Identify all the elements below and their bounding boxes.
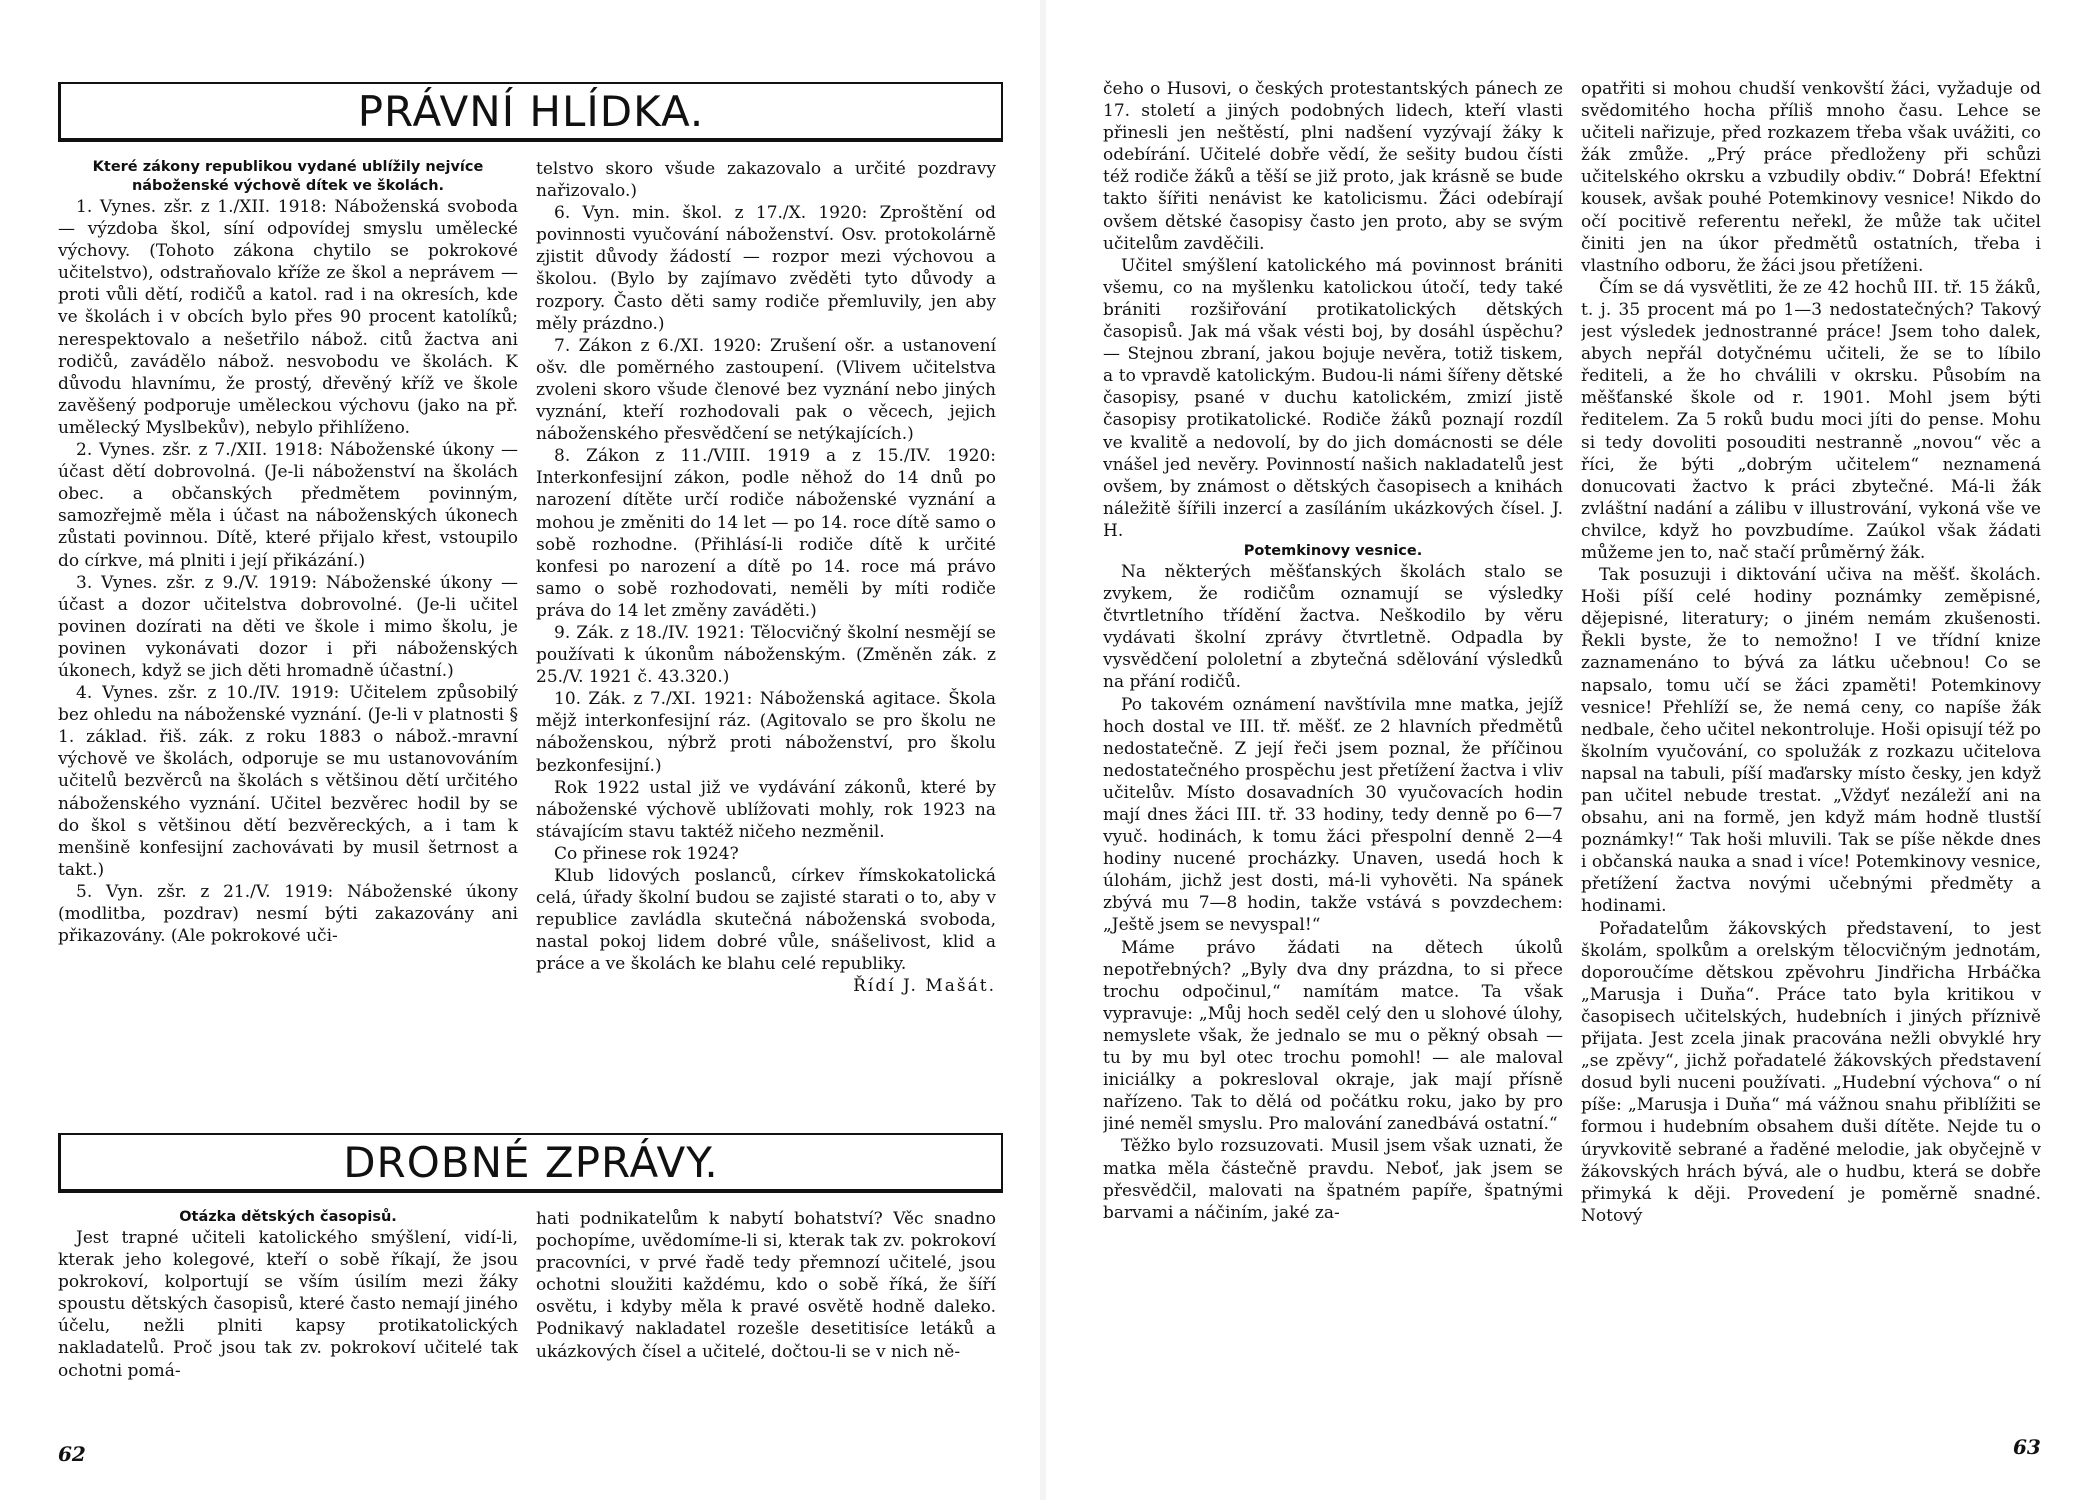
paragraph: Rok 1922 ustal již ve vydávání zákonů, které by náboženské výchově ublížovati mohly, rok 1923 na stávajícím stavu taktéž ničeho nezměnil.	[536, 777, 996, 842]
headline-pravni-hlidka: PRÁVNÍ HLÍDKA.	[58, 82, 1003, 142]
paragraph: 2. Vynes. zšr. z 7./XII. 1918: Náboženské úkony — účast dětí dobrovolná. (Je-li náboženství na školách obec. a občanských předmětem povinným, samozřejmě měla i účast na náboženských úkonech zůstati povinnou. Dítě, které přijalo křest, vstoupilo do církve, má plniti i její přikázání.)	[58, 440, 518, 571]
page-number-right: 63	[2013, 1435, 2041, 1459]
subhead-zakony: Které zákony republikou vydané ublížily nejvíce náboženské výchově dítek ve školách.	[92, 159, 484, 194]
page-number-left: 62	[58, 1442, 86, 1466]
paragraph: Na některých měšťanských školách stalo se zvykem, že rodičům oznamují se výsledky čtvrtletního třídění žactva. Neškodilo by věru vydávati školní zprávy čtvrtletně. Odpadla by vysvědčení pololetní a zbytečná sdělování výsledků na přání rodičů.	[1103, 561, 1563, 693]
signature: Řídí J. Mašát.	[853, 976, 996, 997]
left-col-4	[536, 1208, 996, 1433]
paragraph: 8. Zákon z 11./VIII. 1919 a z 15./IV. 1920: Interkonfesijní zákon, podle něhož do 14 dnů po narození dítěte určí rodiče náboženské vyznání a mohou je změniti do 14 let — po 14. roce dítě samo o sobě rozhodne. (Přihlásí-li rodiče dítě k určité konfesi po narození a dítě po 14. roce má právo samo o sobě rozhodovati, neměli by míti rodiče práva do 14 let změny zaváděti.)	[536, 446, 996, 621]
paragraph: Učitel smýšlení katolického má povinnost brániti všemu, co na myšlenku katolickou útočí, tedy také brániti rozšiřování protikatolických dětských časopisů. Jak má však vésti boj, by dosáhl úspěchu? — Stejnou zbraní, jakou bojuje nevěra, totiž tiskem, a to vpravdě katolickým. Budou-li námi šířeny dětské časopisy, psané v duchu katolickém, zmizí jistě časopisy protikatolické. Rodiče žáků poznají rozdíl ve kvalitě a nedovolí, by do jich domácnosti se déle vnášel jed nevěry. Povinností našich nakladatelů jest ovšem, by známost o dětských časopisech a knihách náležitě šířili inzercí a zasíláním ukázkových čísel. J. H.	[1103, 255, 1563, 541]
right-col-2	[1581, 78, 2041, 1438]
subhead-potemkinovy: Potemkinovy vesnice.	[1243, 542, 1423, 559]
paragraph: 6. Vyn. min. škol. z 17./X. 1920: Zproštění od povinnosti vyučování náboženství. Osv. protokolárně zjistit důvody žádostí — rozpor mezi výchovou a školou. (Bylo by zajímavo zvěděti tyto důvody a rozpory. Často děti samy rodiče přemluvily, jen aby měly prázdno.)	[536, 203, 996, 334]
paragraph: Pořadatelům žákovských představení, to jest školám, spolkům a orelským tělocvičným jednotám, doporoučíme dětskou zpěvohru Jindřicha Hrbáčka „Marusja i Duňa“. Práce tato byla kritikou v časopisech učitelských, hudebních i jiných příznivě přijata. Jest zcela jinak pracována nežli obvyklé hry „se zpěvy“, jichž pořadatelé žákovských představení dosud byli nuceni používati. „Hudební výchova“ o ní píše: „Marusja i Duňa“ má vážnou snahu přiblížiti se formou i hudebním obsahem duši dítěte. Nejde tu o úryvkovitě sebrané a řaděné melodie, jak obyčejně v žákovských hrách bývá, ale o hudbu, která se dobře přimyká k ději. Provedení je poměrně snadné. Notový	[1581, 918, 2041, 1226]
left-col-1	[58, 158, 518, 1123]
paragraph: Jest trapné učiteli katolického smýšlení, vidí-li, kterak jeho kolegové, kteří o sobě říkají, že jsou pokrokoví, kolportují se vším úsilím mezi žáky spoustu dětských časopisů, které často nemají jiného účelu, nežli plniti kapsy protikatolických nakladatelů. Proč jsou tak zv. pokrokoví učitelé tak ochotni pomá-	[58, 1228, 518, 1381]
paragraph: 5. Vyn. zšr. z 21./V. 1919: Náboženské úkony (modlitba, pozdrav) nesmí býti zakazovány ani přikazovány. (Ale pokrokové uči-	[58, 881, 518, 947]
paragraph: 9. Zák. z 18./IV. 1921: Tělocvičný školní nesmějí se používati k úkonům náboženským. (Změněn zák. z 25./V. 1921 č. 43.320.)	[536, 622, 996, 688]
paragraph: hati podnikatelům k nabytí bohatství? Věc snadno pochopíme, uvědomíme-li si, kterak tak zv. pokrokoví pracovníci, v prvé řadě tedy přemnozí učitelé, jsou ochotni sloužiti každému, kdo o sobě říká, že šíří osvětu, i kdyby měla k pravé osvětě hodně daleko. Podnikavý nakladatel rozešle desetitisíce letáků a ukázkových čísel a učitelé, dočtou-li se v nich ně-	[536, 1209, 996, 1362]
right-col-1	[1103, 78, 1563, 1438]
left-col-3	[58, 1208, 518, 1433]
paragraph: Čím se dá vysvětliti, že ze 42 hochů III. tř. 15 žáků, t. j. 35 procent má po 1—3 nedostatečných? Takový jest výsledek jednostranné práce! Jsem toho dalek, abych nepřál dotyčnému učiteli, že se to líbilo řediteli, a že ho chválili v okrsku. Působím na měšťanské škole od r. 1901. Mohl jsem býti ředitelem. Za 5 roků budu moci jíti do pense. Mohu si tedy dovoliti posouditi nestranně „novou“ věc a říci, že býti „dobrým učitelem“ neznamená donucovati žactvo k práci zbytečné. Má-li žák zvláštní nadání a zálibu v illustrování, vykoná vše ve chvilce, když ho povzbudíme. Zaúkol však žádati můžeme jen to, nač stačí průměrný žák.	[1581, 277, 2041, 563]
paragraph: 4. Vynes. zšr. z 10./IV. 1919: Učitelem způsobilý bez ohledu na náboženské vyznání. (Je-li v platnosti § 1. základ. řiš. zák. z roku 1883 o nábož.-mravní výchově ve školách, odporuje se mu ustanovováním učitelů bezvěrců na školách s většinou dětí určitého náboženského vyznání. Učitel bezvěrec hodil by se do škol s většinou dětí bezvěreckých, a i tam k menšině konfesijní zachovávati by musil šetrnost a takt.)	[58, 683, 518, 880]
paragraph: Co přinese rok 1924?	[554, 843, 739, 864]
paragraph: 10. Zák. z 7./XI. 1921: Náboženská agitace. Škola mějž interkonfesijní ráz. (Agitovalo se pro školu ne náboženskou, nýbrž proti náboženství, pro školu bezkonfesijní.)	[536, 689, 996, 776]
paragraph: telstvo skoro všude zakazovalo a určité pozdravy nařizovalo.)	[536, 159, 996, 202]
paragraph: Po takovém oznámení navštívila mne matka, jejíž hoch dostal ve III. tř. měšť. ze 2 hlavních předmětů nedostatečně. Z její řeči jsem poznal, že příčinou nedostatečného prospěchu jest přetížení žactva i vliv učitelův. Místo dosavadních 30 vyučovacích hodin mají dnes žáci III. tř. 33 hodiny, tedy denně po 6—7 vyuč. hodinách, k tomu žáci přespolní denně 2—4 hodiny nucené procházky. Unaven, usedá hoch k úlohám, jichž jest dosti, má-li vyhověti. Na spánek zbývá mu 7—8 hodin, takže vstává s povzdechem: „Ještě jsem se nevyspal!“	[1103, 694, 1563, 936]
paragraph: opatřiti si mohou chudší venkovští žáci, vyžaduje od svědomitého hocha příliš mnoho času. Lehce se učiteli nařizuje, před rozkazem třeba však uvážiti, co žák zmůže. „Prý práce předloženy při schůzi učitelského okrsku a vzbudily obdiv.“ Dobrá! Efektní kousek, avšak pouhé Potemkinovy vesnice! Nikdo do očí pocitivě referentu neřekl, že může tak učitel činiti jen na úkor předmětů ostatních, třeba i vlastního odboru, že žáci jsou přetíženi.	[1581, 79, 2041, 276]
paragraph: čeho o Husovi, o českých protestantských pánech ze 17. století a jiných podobných lidech, kteří vlasti přinesli jen neštěstí, plni nadšení vyzývají žáky k odebírání. Učitelé dobře vědí, že sešity budou čísti též rodiče žáků a těší se již proto, jak krásně se bude takto šířiti nenávist ke katolicismu. Žáci odebírají ovšem dětské časopisy často jen proto, aby se svým učitelům zavděčili.	[1103, 79, 1563, 254]
left-col-2	[536, 158, 996, 1123]
paragraph: 1. Vynes. zšr. z 1./XII. 1918: Náboženská svoboda — výzdoba škol, síní odpovídej smyslu umělecké výchovy. (Tohoto zákona chytilo se pokrokové učitelstvo), odstraňovalo kříže ze škol a neprávem — proti vůli dětí, rodičů a katol. rad i na okresích, kde ve školách i v obcích bylo přes 90 procent katolíků; nerespektovalo a nešetřilo nábož. citů žactva ani rodičů, zavádělo nábož. nesvobodu ve školách. K důvodu hlavnímu, že prostý, dřevěný kříž ve škole zavěšený podporuje uměleckou výchovu (jako na př. umělecký Myslbekův), nebylo přihlíženo.	[58, 197, 518, 438]
paragraph: Klub lidových poslanců, církev římskokatolická celá, úřady školní budou se zajisté starati o to, aby v republice zavládla skutečná náboženská svoboda, nastal pokoj lidem dobré vůle, snášelivost, klid a práce a ve školách ke blahu celé republiky.	[536, 866, 996, 975]
headline-drobne-zpravy: DROBNÉ ZPRÁVY.	[58, 1133, 1003, 1193]
paragraph: Máme právo žádati na dětech úkolů nepotřebných? „Byly dva dny prázdna, to si přece trochu odpočinul,“ namítám matce. Ta však vypravuje: „Můj hoch seděl celý den u slohové úlohy, nemyslete však, že jednalo se mu o pěkný obsah — tu by mu byl otec trochu pomohl! — ale maloval iniciálky a pokresloval okraje, jak mají přísně nařízeno. Tak to dělá od počátku roku, jako by pro jiné neměl smyslu. Pro malování zanedbává ostatní.“	[1103, 937, 1563, 1135]
paragraph: Tak posuzuji i diktování učiva na měšť. školách. Hoši píší celé hodiny poznámky zeměpisné, dějepisné, literatury; o jiném nemám zkušenosti. Řekli byste, že to nemožno! I ve třídní knize zaznamenáno to bývá za látku učebnou! Co se napsalo, tomu učí se žáci zpaměti! Potemkinovy vesnice! Přehlíží se, že nemá ceny, co napíše žák nedbale, čeho učitel nekontroluje. Hoši opisují též po školním vyučování, co spolužák z rozkazu učitelova napsal na tabuli, píší maďarsky místo česky, jen když pan učitel nebude trestat. „Vždyť nezáleží ani na obsahu, ani na formě, jen když mám hodně tlustší poznámky!“ Tak hoši mluvili. Tak se píše někde dnes i občanská nauka a snad i více! Potemkinovy vesnice, přetížení žactva novými učebnými předměty a hodinami.	[1581, 565, 2041, 917]
subhead-otazka: Otázka dětských časopisů.	[179, 1209, 397, 1225]
paragraph: 7. Zákon z 6./XI. 1920: Zrušení ošr. a ustanovení ošv. dle poměrného zastoupení. (Vlivem učitelstva zvoleni skoro všude členové bez vyznání nebo jiných vyznání, kteří rozhodovali pak o věcech, jejich náboženského přesvědčení se netýkajících.)	[536, 335, 996, 445]
right-page	[1043, 0, 2086, 1500]
paragraph: 3. Vynes. zšr. z 9./V. 1919: Náboženské úkony — účast a dozor učitelstva dobrovolné. (Je-li učitel povinen dozírati na děti ve škole i mimo školu, je povinen vykonávati dozor i při náboženských úkonech, když se jich děti hromadně účastní.)	[58, 572, 518, 681]
paragraph: Těžko bylo rozsuzovati. Musil jsem však uznati, že matka měla částečně pravdu. Neboť, jak jsem se přesvědčil, malovati na špatném papíře, špatnými barvami a náčiním, jaké za-	[1103, 1136, 1563, 1223]
